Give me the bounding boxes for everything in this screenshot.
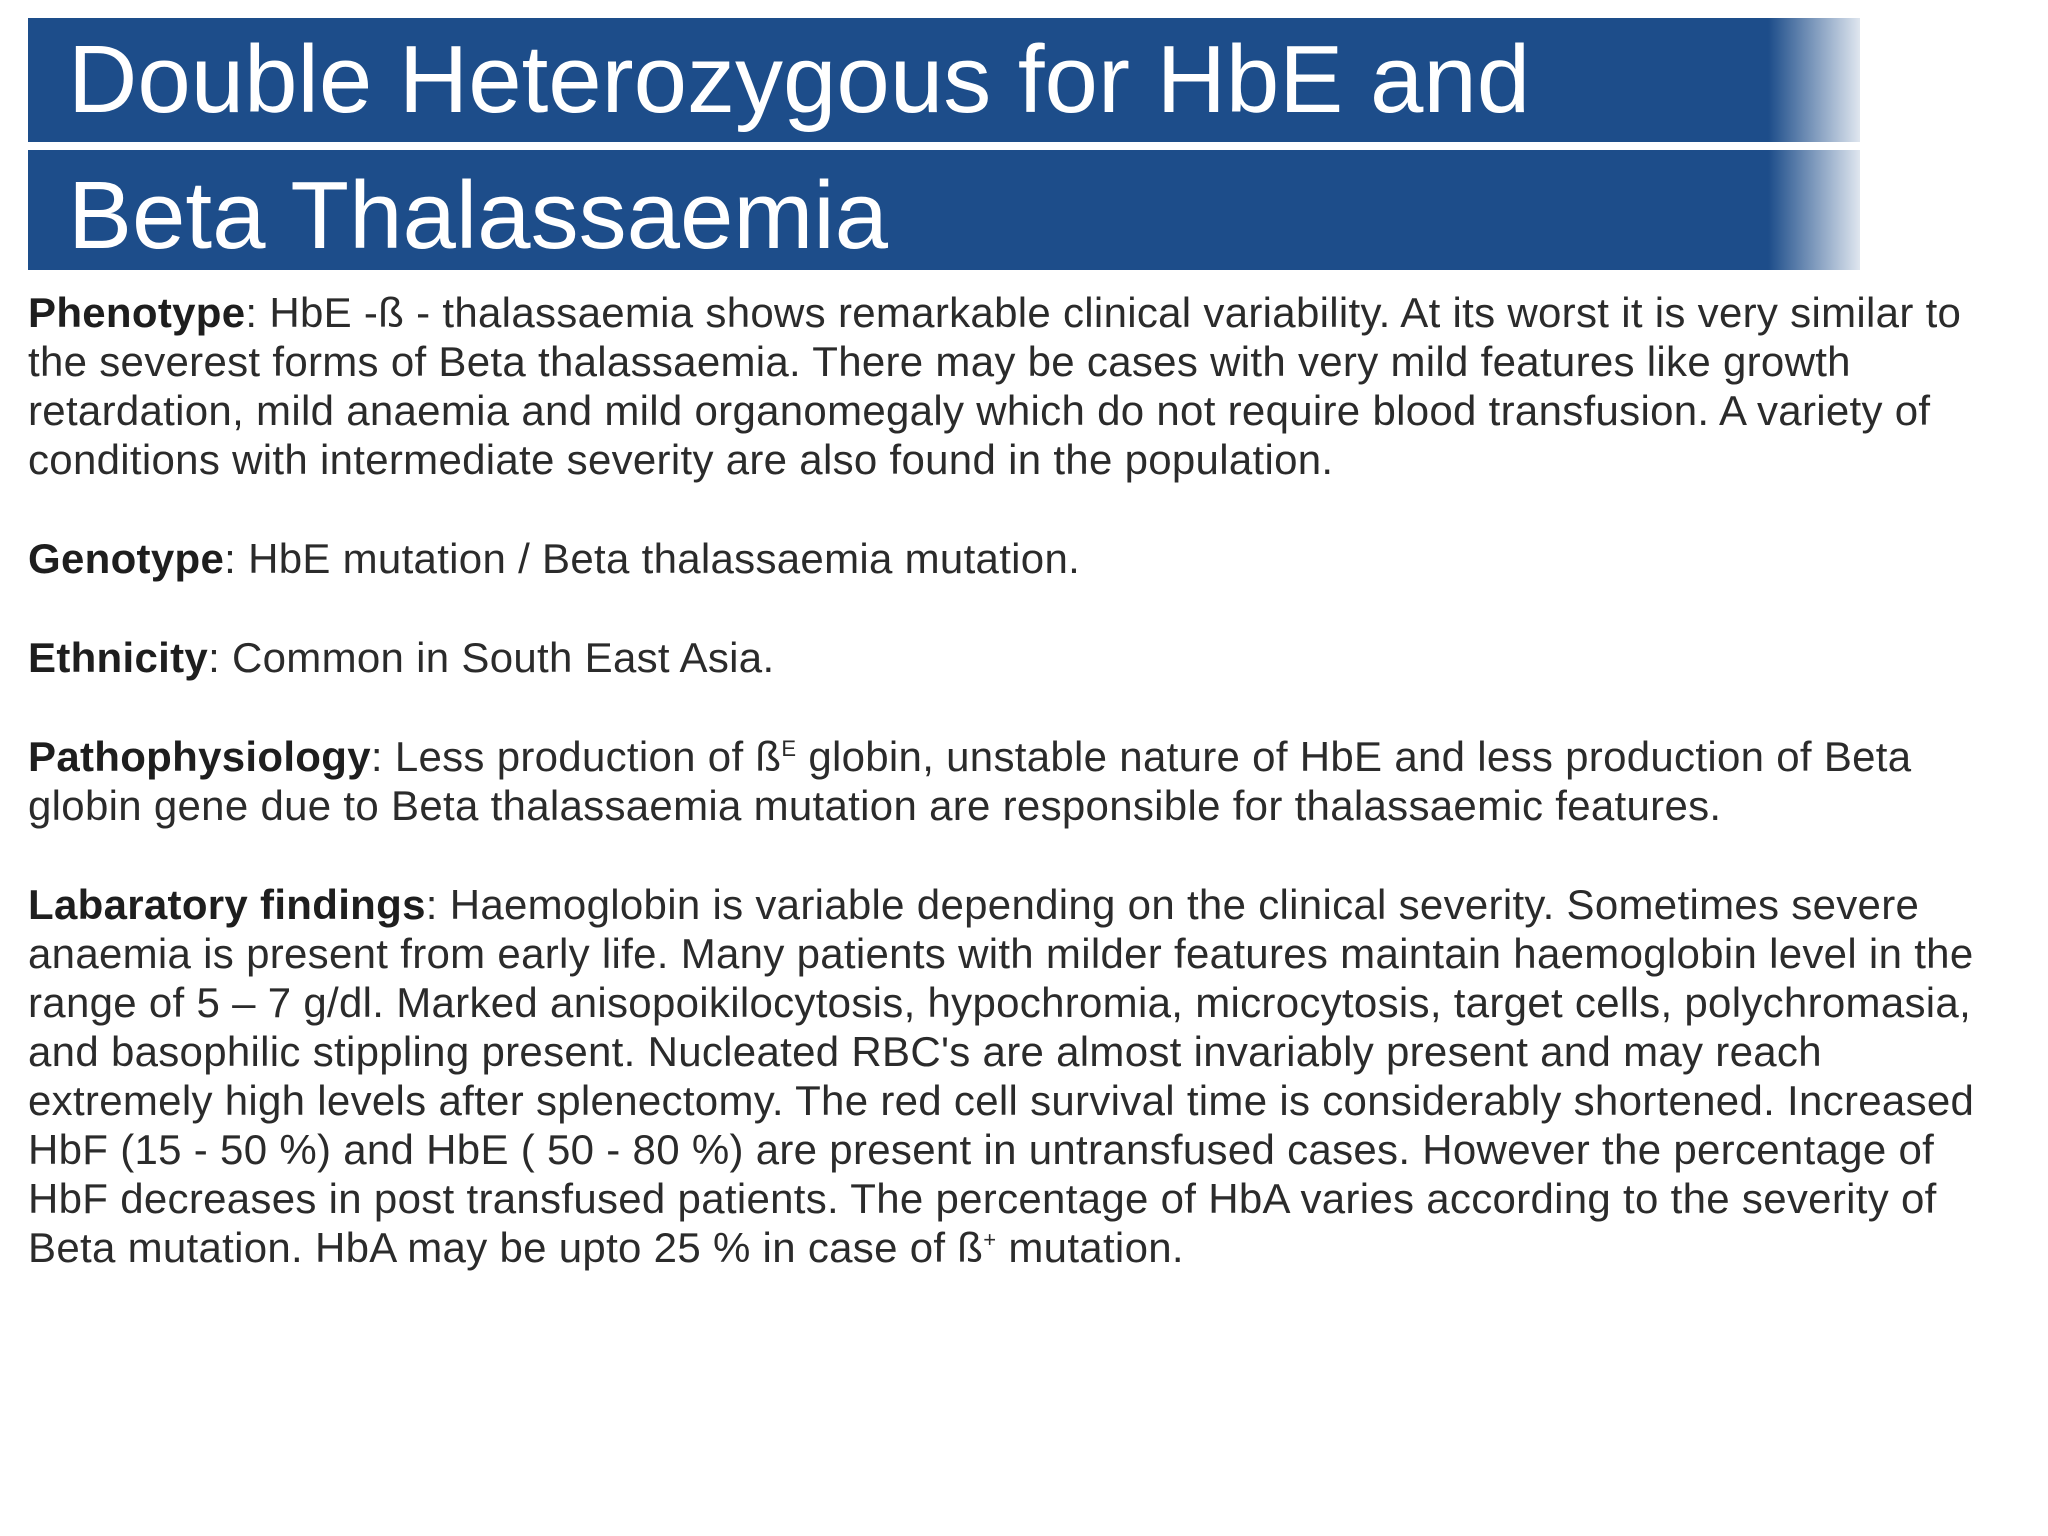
title-text-2: Beta Thalassaemia: [68, 162, 889, 269]
phenotype-text: HbE -ß - thalassaemia shows remarkable clinical variability. At its worst it is very similar to the severest forms of Beta thalassaemia. There may be cases with very mild features like growth retardation, mild anaemia and mild organomegaly which do not require blood transfusion. A variety of conditions with intermediate severity are also found in the population.: [28, 289, 1962, 483]
pathophysiology-separator: :: [370, 733, 395, 780]
genotype-paragraph: [28, 534, 1988, 583]
phenotype-label: Phenotype: [28, 289, 246, 336]
ethnicity-text: Common in South East Asia.: [232, 634, 775, 681]
pathophysiology-text-end: globin, unstable nature of HbE and less production of Beta globin gene due to Beta thalassaemia mutation are responsible for thalassaemic features.: [28, 733, 1912, 829]
laboratory-label: Labaratory findings: [28, 881, 426, 928]
title-line-2: [28, 150, 1860, 270]
title-divider: [28, 142, 1860, 150]
genotype-label: Genotype: [28, 535, 225, 582]
pathophysiology-superscript: E: [781, 736, 797, 761]
ethnicity-label: Ethnicity: [28, 634, 209, 681]
laboratory-superscript: +: [983, 1227, 997, 1252]
genotype-text: HbE mutation / Beta thalassaemia mutation.: [248, 535, 1081, 582]
document-body: [28, 288, 1988, 1272]
title-line-1: [28, 18, 1860, 142]
title-text-1: Double Heterozygous for HbE and: [68, 26, 1531, 133]
laboratory-paragraph: [28, 880, 1988, 1272]
laboratory-separator: :: [425, 881, 450, 928]
ethnicity-separator: :: [208, 634, 233, 681]
phenotype-separator: :: [245, 289, 270, 336]
pathophysiology-text-start: Less production of ß: [394, 733, 782, 780]
phenotype-paragraph: [28, 288, 1988, 484]
laboratory-text-end: mutation.: [996, 1224, 1184, 1271]
genotype-separator: :: [224, 535, 249, 582]
ethnicity-paragraph: [28, 633, 1988, 682]
pathophysiology-label: Pathophysiology: [28, 733, 371, 780]
laboratory-text-start: Haemoglobin is variable depending on the clinical severity. Sometimes severe anaemia is present from early life. Many patients with milder features maintain haemoglobin level in the range of 5 – 7 g/dl. Marked anisopoikilocytosis, hypochromia, microcytosis, target cells, polychromasia, and basophilic stippling present. Nucleated RBC's are almost invariably present and may reach extremely high levels after splenectomy. The red cell survival time is considerably shortened. Increased HbF (15 - 50 %) and HbE ( 50 - 80 %) are present in untransfused cases. However the percentage of HbF decreases in post transfused patients. The percentage of HbA varies according to the severity of Beta mutation. HbA may be upto 25 % in case of ß: [28, 881, 1975, 1271]
pathophysiology-paragraph: [28, 732, 1988, 830]
